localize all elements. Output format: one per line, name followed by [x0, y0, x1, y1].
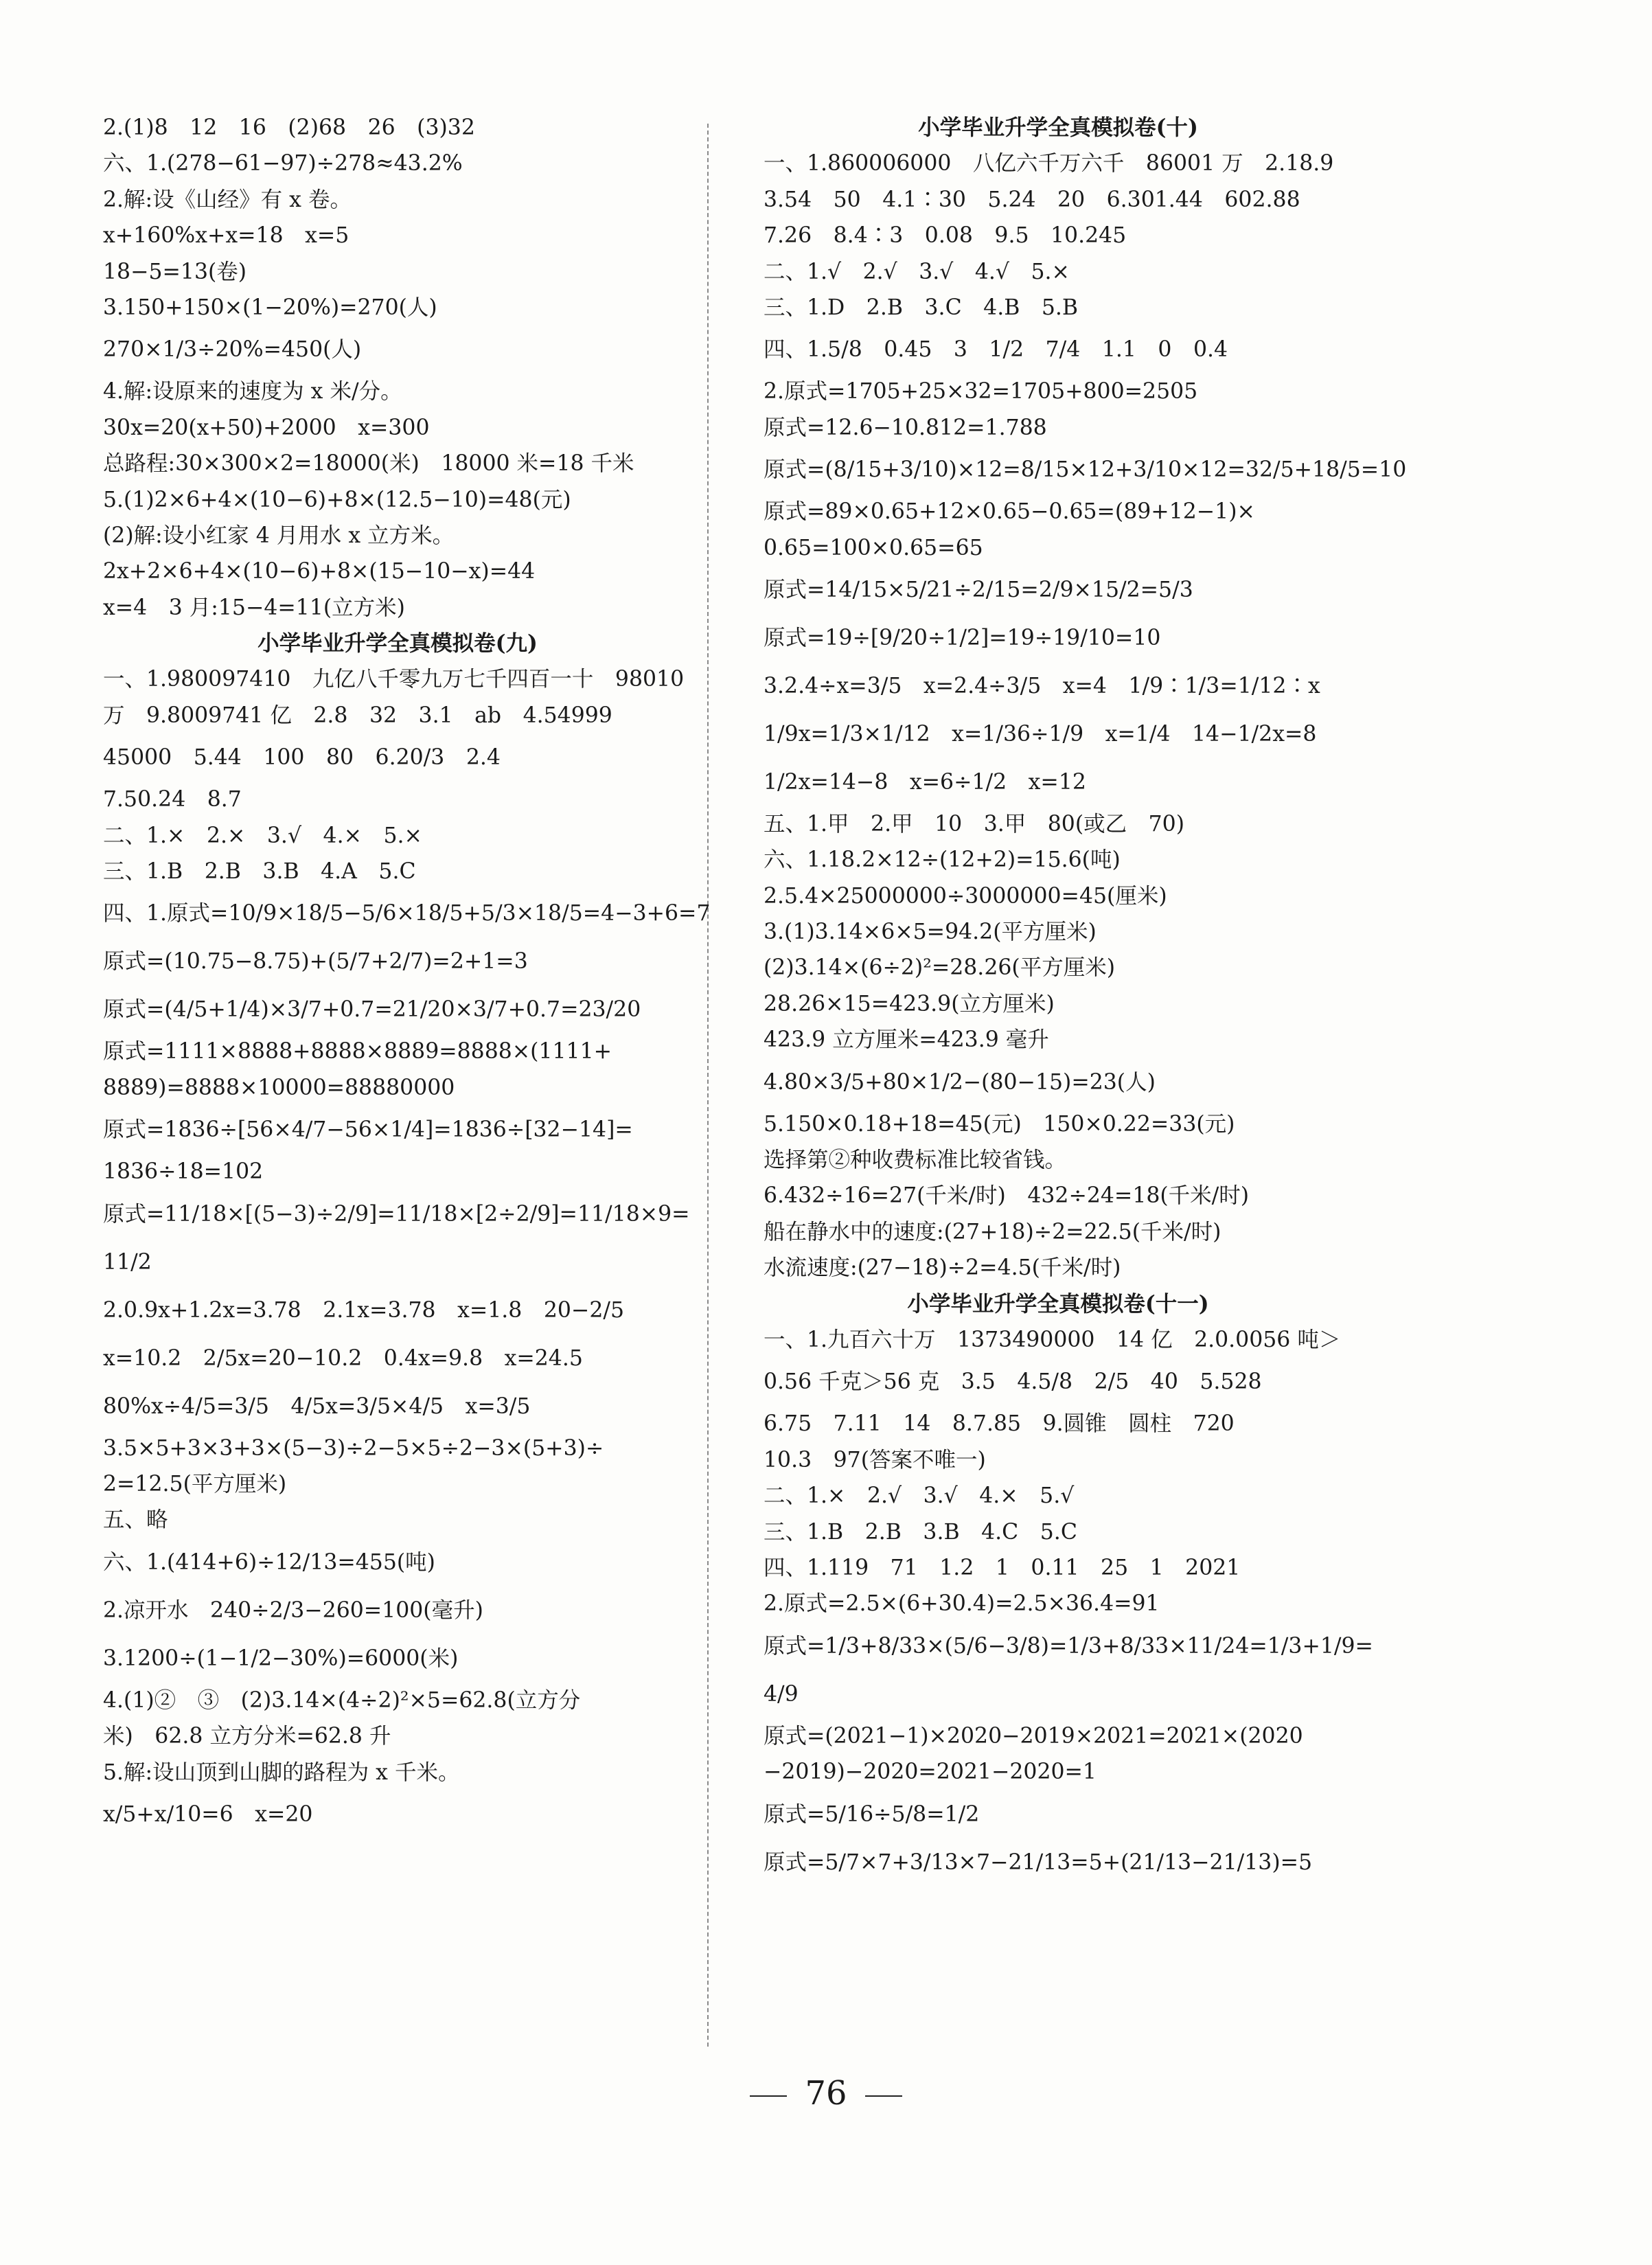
left-answer-line: 5.解:设山顶到山脚的路程为 x 千米。 [103, 1760, 460, 1785]
right-answer-line: 三、1.B 2.B 3.B 4.C 5.C [764, 1519, 1077, 1545]
left-answer-line: 3.1200÷(1−1/2−30%)=6000(米) [103, 1646, 459, 1671]
right-answer-line: 四、1.119 71 1.2 1 0.11 25 1 2021 [764, 1555, 1241, 1580]
left-answer-line: x=4 3 月:15−4=11(立方米) [103, 595, 405, 620]
right-answer-line: 3.54 50 4.1∶30 5.24 20 6.301.44 602.88 [764, 187, 1300, 212]
left-answer-line: x=10.2 2/5x=20−10.2 0.4x=9.8 x=24.5 [103, 1345, 583, 1371]
right-answer-line: 选择第②种收费标准比较省钱。 [764, 1148, 1067, 1173]
right-answer-line: 原式=1/3+8/33×(5/6−3/8)=1/3+8/33×11/24=1/3+1/9= [764, 1633, 1373, 1659]
page-footer [0, 2074, 1652, 2113]
left-answer-line: 2=12.5(平方厘米) [103, 1471, 287, 1496]
left-answer-line: x+160%x+x=18 x=5 [103, 223, 349, 249]
right-answer-line: 原式=14/15×5/21÷2/15=2/9×15/2=5/3 [764, 577, 1193, 602]
right-answer-line: 二、1.√ 2.√ 3.√ 4.√ 5.× [764, 259, 1070, 284]
left-answer-line: 45000 5.44 100 80 6.20/3 2.4 [103, 745, 501, 771]
left-answer-line: 二、1.× 2.× 3.√ 4.× 5.× [103, 823, 422, 848]
right-answer-line: 6.432÷16=27(千米/时) 432÷24=18(千米/时) [764, 1183, 1250, 1209]
right-answer-line: 2.5.4×25000000÷3000000=45(厘米) [764, 883, 1167, 909]
left-answer-line: 万 9.8009741 亿 2.8 32 3.1 ab 4.54999 [103, 703, 612, 728]
left-answer-line: 2.凉开水 240÷2/3−260=100(毫升) [103, 1597, 483, 1623]
right-answer-line: 4/9 [764, 1681, 799, 1707]
left-answer-line: 5.(1)2×6+4×(10−6)+8×(12.5−10)=48(元) [103, 487, 571, 512]
right-column [764, 110, 1407, 1887]
left-answer-line: 2.解:设《山经》有 x 卷。 [103, 187, 352, 212]
right-answer-line: 六、1.18.2×12÷(12+2)=15.6(吨) [764, 847, 1121, 873]
right-answer-line: 2.原式=1705+25×32=1705+800=2505 [764, 379, 1198, 405]
left-answer-line: (2)解:设小红家 4 月用水 x 立方米。 [103, 523, 455, 548]
right-answer-line: 原式=(8/15+3/10)×12=8/15×12+3/10×12=32/5+18/5=10 [764, 457, 1407, 483]
left-answer-line: 六、1.(278−61−97)÷278≈43.2% [103, 151, 463, 177]
column-divider [707, 124, 709, 2047]
right-answer-line: 1/9x=1/3×1/12 x=1/36÷1/9 x=1/4 14−1/2x=8 [764, 721, 1317, 747]
left-answer-line: 一、1.980097410 九亿八千零九万七千四百一十 98010 [103, 667, 685, 692]
left-column [103, 110, 711, 1839]
left-answer-line: 2x+2×6+4×(10−6)+8×(15−10−x)=44 [103, 559, 536, 584]
left-answer-line: 三、1.B 2.B 3.B 4.A 5.C [103, 859, 416, 885]
footer-dash-right [865, 2095, 902, 2097]
right-answer-line: 5.150×0.18+18=45(元) 150×0.22=33(元) [764, 1111, 1235, 1137]
left-answer-line: 4.(1)② ③ (2)3.14×(4÷2)²×5=62.8(立方分 [103, 1687, 581, 1713]
left-answer-line: 原式=1111×8888+8888×8889=8888×(1111+ [103, 1039, 612, 1065]
left-answer-line: 80%x÷4/5=3/5 4/5x=3/5×4/5 x=3/5 [103, 1393, 531, 1419]
right-answer-line: 0.56 千克＞56 克 3.5 4.5/8 2/5 40 5.528 [764, 1369, 1262, 1395]
left-answer-line: 3.150+150×(1−20%)=270(人) [103, 295, 437, 320]
right-section-title: 小学毕业升学全真模拟卷(十) [918, 115, 1198, 140]
right-answer-line: 1/2x=14−8 x=6÷1/2 x=12 [764, 769, 1086, 795]
left-answer-line: 1836÷18=102 [103, 1159, 264, 1185]
right-answer-line: 7.26 8.4∶3 0.08 9.5 10.245 [764, 223, 1127, 249]
right-answer-line: 五、1.甲 2.甲 10 3.甲 80(或乙 70) [764, 811, 1184, 836]
left-answer-line: 8889)=8888×10000=88880000 [103, 1075, 455, 1100]
right-answer-line: 原式=12.6−10.812=1.788 [764, 415, 1047, 440]
right-answer-line: 一、1.860006000 八亿六千万六千 86001 万 2.18.9 [764, 151, 1334, 177]
left-answer-line: 原式=1836÷[56×4/7−56×1/4]=1836÷[32−14]= [103, 1117, 633, 1143]
page-number: 76 [805, 2074, 847, 2113]
right-answer-line: −2019)−2020=2021−2020=1 [764, 1760, 1097, 1785]
footer-dash-left [750, 2095, 787, 2097]
left-answer-line: 18−5=13(卷) [103, 259, 247, 284]
left-answer-line: 六、1.(414+6)÷12/13=455(吨) [103, 1549, 435, 1575]
right-answer-line: 10.3 97(答案不唯一) [764, 1447, 986, 1472]
left-answer-line: 五、略 [103, 1507, 168, 1533]
right-answer-line: 原式=89×0.65+12×0.65−0.65=(89+12−1)× [764, 499, 1255, 525]
right-answer-line: (2)3.14×(6÷2)²=28.26(平方厘米) [764, 955, 1115, 981]
right-answer-line: 28.26×15=423.9(立方厘米) [764, 991, 1055, 1016]
right-answer-line: 原式=5/16÷5/8=1/2 [764, 1801, 980, 1827]
right-answer-line: 原式=5/7×7+3/13×7−21/13=5+(21/13−21/13)=5 [764, 1849, 1313, 1875]
right-answer-line: 6.75 7.11 14 8.7.85 9.圆锥 圆柱 720 [764, 1411, 1235, 1437]
left-answer-line: 米) 62.8 立方分米=62.8 升 [103, 1724, 391, 1749]
left-answer-line: 原式=11/18×[(5−3)÷2/9]=11/18×[2÷2/9]=11/18×9= [103, 1201, 690, 1227]
left-answer-line: x/5+x/10=6 x=20 [103, 1801, 313, 1827]
right-answer-line: 四、1.5/8 0.45 3 1/2 7/4 1.1 0 0.4 [764, 337, 1228, 363]
right-answer-line: 3.2.4÷x=3/5 x=2.4÷3/5 x=4 1/9∶1/3=1/12∶x [764, 673, 1320, 698]
left-answer-line: 30x=20(x+50)+2000 x=300 [103, 415, 430, 440]
right-answer-line: 原式=19÷[9/20÷1/2]=19÷19/10=10 [764, 625, 1161, 650]
right-answer-line: 4.80×3/5+80×1/2−(80−15)=23(人) [764, 1069, 1156, 1095]
right-answer-line: 0.65=100×0.65=65 [764, 535, 983, 560]
left-answer-line: 270×1/3÷20%=450(人) [103, 337, 362, 363]
left-section-title: 小学毕业升学全真模拟卷(九) [257, 630, 538, 657]
right-answer-line: 423.9 立方厘米=423.9 毫升 [764, 1027, 1049, 1053]
left-answer-line: 总路程:30×300×2=18000(米) 18000 米=18 千米 [103, 451, 634, 477]
right-answer-line: 二、1.× 2.√ 3.√ 4.× 5.√ [764, 1483, 1075, 1509]
right-section-title: 小学毕业升学全真模拟卷(十一) [907, 1290, 1209, 1317]
left-answer-line: 2.0.9x+1.2x=3.78 2.1x=3.78 x=1.8 20−2/5 [103, 1297, 625, 1323]
right-answer-line: 一、1.九百六十万 1373490000 14 亿 2.0.0056 吨＞ [764, 1327, 1341, 1352]
right-answer-line: 三、1.D 2.B 3.C 4.B 5.B [764, 295, 1079, 320]
left-answer-line: 四、1.原式=10/9×18/5−5/6×18/5+5/3×18/5=4−3+6=7 [103, 901, 711, 926]
right-answer-line: 2.原式=2.5×(6+30.4)=2.5×36.4=91 [764, 1591, 1160, 1617]
left-answer-line: 3.5×5+3×3+3×(5−3)÷2−5×5÷2−3×(5+3)÷ [103, 1435, 604, 1461]
right-answer-line: 原式=(2021−1)×2020−2019×2021=2021×(2020 [764, 1723, 1303, 1749]
left-answer-line: 原式=(10.75−8.75)+(5/7+2/7)=2+1=3 [103, 949, 528, 975]
left-answer-line: 4.解:设原来的速度为 x 米/分。 [103, 379, 402, 405]
left-answer-line: 2.(1)8 12 16 (2)68 26 (3)32 [103, 115, 475, 140]
left-answer-line: 11/2 [103, 1249, 152, 1275]
left-answer-line: 原式=(4/5+1/4)×3/7+0.7=21/20×3/7+0.7=23/20 [103, 997, 641, 1023]
right-answer-line: 船在静水中的速度:(27+18)÷2=22.5(千米/时) [764, 1219, 1221, 1244]
left-answer-line: 7.50.24 8.7 [103, 787, 242, 812]
right-answer-line: 水流速度:(27−18)÷2=4.5(千米/时) [764, 1255, 1121, 1281]
right-answer-line: 3.(1)3.14×6×5=94.2(平方厘米) [764, 920, 1097, 945]
